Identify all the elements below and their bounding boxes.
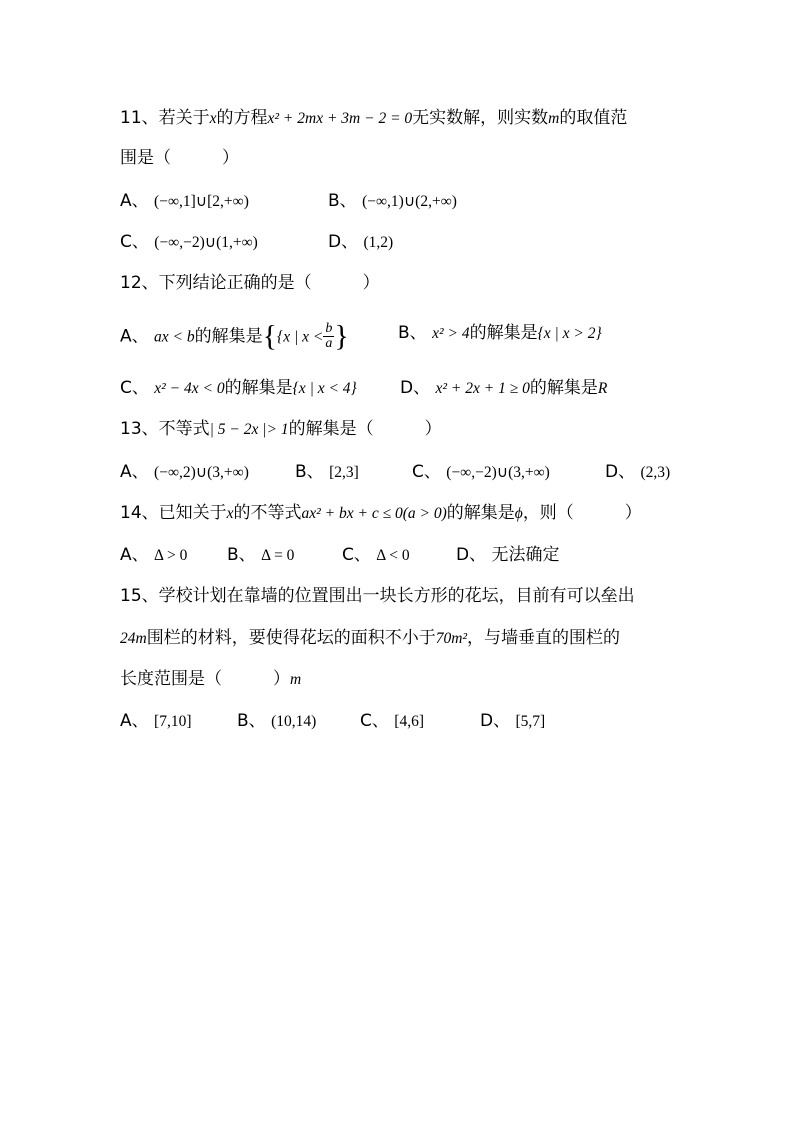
question-number: 14、	[120, 503, 159, 523]
fraction-numerator: b	[325, 321, 333, 336]
question-number: 15、	[120, 586, 159, 606]
option-text: 的解集是	[194, 326, 263, 347]
option-b	[328, 190, 457, 213]
question-number: 12、	[120, 273, 159, 293]
option-label: B、	[328, 191, 357, 211]
option-label: C、	[342, 545, 371, 565]
option-label: C、	[120, 232, 149, 252]
option-label: D、	[605, 462, 636, 482]
question-12-line-1	[120, 272, 380, 294]
option-value: (−∞,1)∪(2,+∞)	[362, 193, 457, 210]
question-13-line-1	[120, 418, 442, 441]
option-label: A、	[120, 191, 149, 211]
option-b	[227, 544, 294, 567]
option-value: (−∞,1]∪[2,+∞)	[154, 193, 249, 210]
option-label: A、	[120, 711, 149, 731]
math-symbol-phi: ϕ	[514, 505, 523, 522]
set-expression: {x | x < 4}	[292, 380, 357, 397]
option-label: B、	[398, 323, 427, 343]
option-a	[120, 190, 249, 213]
question-text: 的取值范	[559, 108, 628, 128]
math-expression: ax < b	[154, 328, 195, 346]
question-text: 长度范围是（ ）	[120, 669, 290, 689]
fraction-b-over-a	[323, 322, 334, 351]
question-15-line-3	[120, 668, 301, 691]
set-expression: {x | x <	[277, 328, 324, 346]
option-c	[120, 231, 258, 254]
option-label: D、	[480, 711, 511, 731]
question-11-line-2	[120, 147, 239, 169]
option-value: (−∞,2)∪(3,+∞)	[154, 464, 249, 481]
question-text: 的解集是（ ）	[288, 419, 442, 439]
option-label: B、	[237, 711, 266, 731]
option-text: 的解集是	[469, 323, 538, 343]
math-expression: x² > 4	[432, 325, 470, 342]
option-label: C、	[412, 462, 441, 482]
option-label: C、	[360, 711, 389, 731]
option-value: Δ > 0	[154, 547, 188, 564]
question-text: 无实数解，则实数	[412, 108, 549, 128]
question-text: ，则（ ）	[522, 503, 642, 523]
option-label: C、	[120, 378, 149, 398]
option-c	[412, 461, 550, 484]
option-c	[342, 544, 410, 567]
question-text: ，与墙垂直的围栏的	[467, 628, 621, 648]
question-text: 的方程	[216, 108, 268, 128]
left-brace: {	[262, 319, 278, 353]
option-label: D、	[328, 232, 359, 252]
option-a	[120, 544, 187, 567]
option-label: A、	[120, 462, 149, 482]
option-b	[295, 461, 359, 484]
question-number: 13、	[120, 419, 159, 439]
option-label: A、	[120, 545, 149, 565]
question-number: 11、	[120, 108, 159, 128]
option-value: [5,7]	[515, 713, 546, 730]
value-70m2: 70m²	[435, 630, 468, 647]
option-value: [4,6]	[394, 713, 424, 730]
right-brace: }	[334, 319, 349, 353]
option-a	[120, 461, 249, 484]
option-a	[120, 319, 349, 353]
math-expression: ax² + bx + c ≤ 0(a > 0)	[301, 505, 447, 522]
set-expression: R	[597, 380, 608, 397]
option-c	[360, 710, 424, 733]
option-value: [7,10]	[154, 713, 192, 730]
option-value: Δ = 0	[261, 547, 295, 564]
option-label: A、	[120, 326, 149, 347]
question-text: 已知关于	[158, 503, 227, 523]
math-variable: x	[226, 505, 234, 522]
option-d	[605, 461, 670, 484]
fraction-denominator: a	[325, 336, 333, 351]
math-expression: x² + 2x + 1 ≥ 0	[435, 380, 530, 397]
math-expression: x² − 4x < 0	[154, 380, 225, 397]
question-text: 不等式	[158, 419, 210, 439]
option-value: Δ < 0	[376, 547, 410, 564]
option-d	[480, 710, 545, 733]
unit: m	[290, 671, 302, 688]
option-value: (1,2)	[363, 234, 394, 251]
math-variable: m	[548, 110, 560, 127]
option-value: (−∞,−2)∪(3,+∞)	[446, 464, 550, 481]
question-text: 的解集是	[446, 503, 515, 523]
question-text: 围是（ ）	[120, 148, 239, 168]
option-d	[328, 231, 393, 254]
question-text: 学校计划在靠墙的位置围出一块长方形的花坛，目前有可以垒出	[158, 586, 635, 606]
question-14-line-1	[120, 502, 642, 525]
set-expression: {x | x > 2}	[537, 325, 602, 342]
value-24m: 24m	[120, 630, 147, 647]
question-15-line-2	[120, 627, 620, 650]
option-d	[400, 377, 607, 400]
option-c	[120, 377, 357, 400]
option-value: (−∞,−2)∪(1,+∞)	[154, 234, 258, 251]
question-11-line-1	[120, 107, 627, 130]
option-label: D、	[400, 378, 431, 398]
question-text: 围栏的材料，要使得花坛的面积不小于	[146, 628, 436, 648]
option-label: B、	[295, 462, 324, 482]
option-text: 的解集是	[529, 378, 598, 398]
option-d	[456, 544, 560, 566]
option-value: (2,3)	[640, 464, 671, 481]
math-equation: x² + 2mx + 3m − 2 = 0	[267, 110, 413, 127]
option-value: 无法确定	[491, 545, 560, 565]
question-text: 的不等式	[233, 503, 302, 523]
math-variable: x	[209, 110, 217, 127]
option-value: [2,3]	[329, 464, 359, 481]
option-b	[237, 710, 316, 733]
math-expression: | 5 − 2x |> 1	[209, 421, 289, 438]
option-value: (10,14)	[271, 713, 317, 730]
option-label: D、	[456, 545, 487, 565]
question-15-line-1	[120, 585, 635, 607]
option-a	[120, 710, 192, 733]
option-b	[398, 322, 602, 345]
option-label: B、	[227, 545, 256, 565]
option-text: 的解集是	[224, 378, 293, 398]
question-text: 下列结论正确的是（ ）	[158, 273, 380, 293]
question-text: 若关于	[158, 108, 210, 128]
